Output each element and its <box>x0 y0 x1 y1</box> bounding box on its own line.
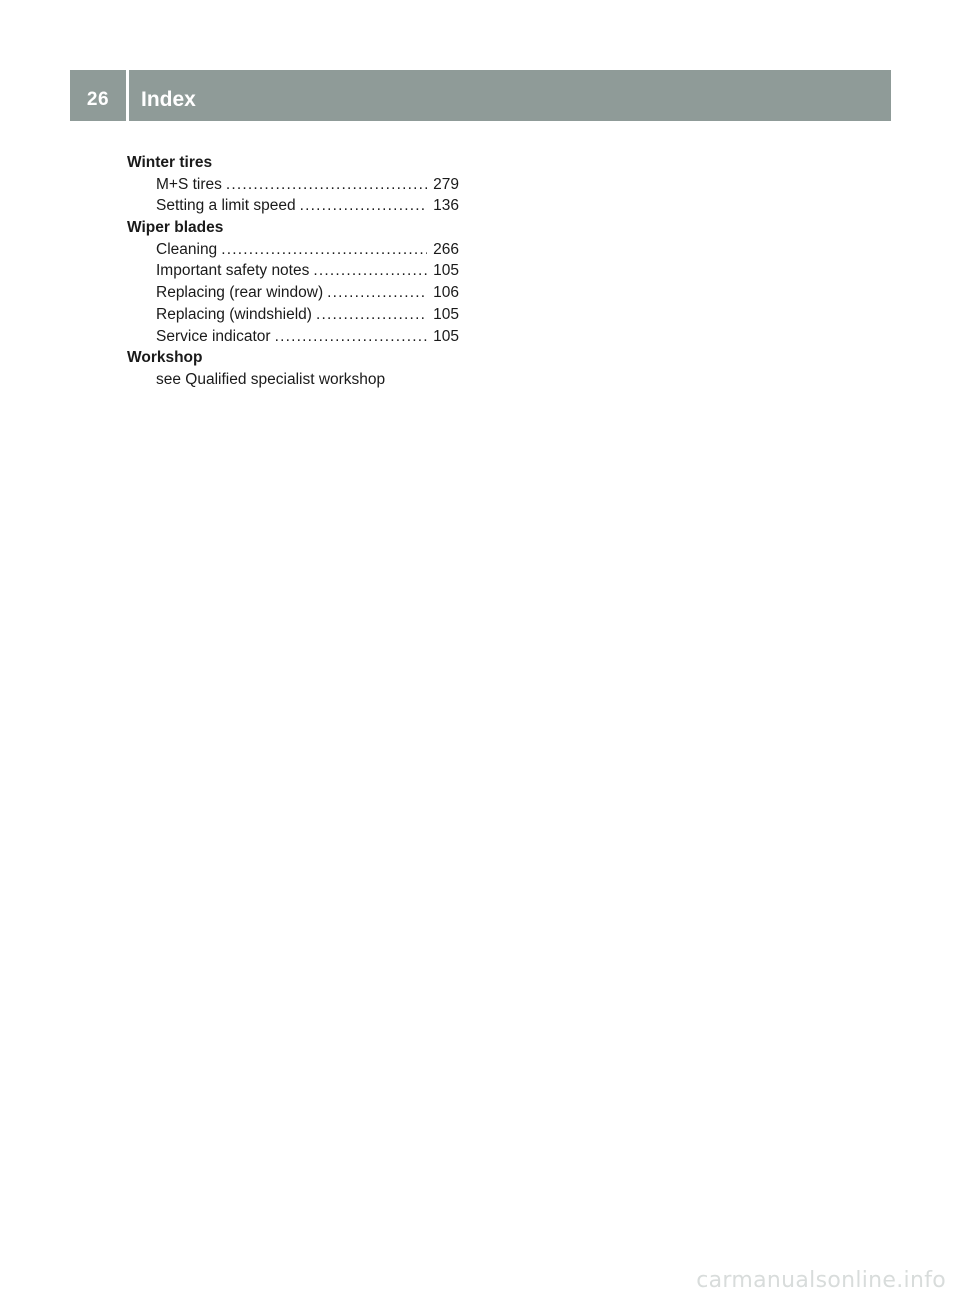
leader-dots <box>327 282 427 304</box>
subentry-page: 105 <box>433 327 459 345</box>
header-divider <box>126 70 129 121</box>
subentry-label: Replacing (rear window) <box>156 284 324 302</box>
subentry-label: Setting a limit speed <box>156 197 296 215</box>
index-subentry[interactable] <box>156 174 459 196</box>
subentry-page: 106 <box>433 284 459 302</box>
page-number: 26 <box>86 89 110 110</box>
section-title: Index <box>141 88 196 111</box>
leader-dots <box>221 239 427 261</box>
subentry-page: 105 <box>433 305 459 323</box>
subentry-label: Important safety notes <box>156 262 310 280</box>
subentry-page: 266 <box>433 240 459 258</box>
index-subentry[interactable] <box>156 260 459 282</box>
subentry-label: Replacing (windshield) <box>156 305 312 323</box>
index-entry-winter-tires: Winter tires <box>127 154 213 171</box>
subentry-label: Cleaning <box>156 240 218 258</box>
subentry-label: Service indicator <box>156 327 271 345</box>
index-entry-wiper-blades: Wiper blades <box>127 219 224 237</box>
index-subentry[interactable] <box>156 304 459 326</box>
subentry-page: 136 <box>433 197 459 215</box>
index-subentry[interactable] <box>156 326 459 348</box>
leader-dots <box>226 174 427 196</box>
index-subentry[interactable] <box>156 282 459 304</box>
subentry-label: M+S tires <box>156 175 222 193</box>
leader-dots <box>300 195 428 217</box>
see-also-reference[interactable]: see Qualified specialist workshop <box>156 370 386 388</box>
index-subentry[interactable] <box>156 239 459 261</box>
subentry-page: 279 <box>433 175 459 193</box>
index-subentry[interactable] <box>156 195 459 217</box>
index-list <box>127 152 459 391</box>
leader-dots <box>275 326 428 348</box>
index-entry-workshop: Workshop <box>127 349 203 367</box>
leader-dots <box>316 304 427 326</box>
subentry-page: 105 <box>433 262 459 280</box>
watermark-text: carmanualsonline.info <box>696 1268 946 1293</box>
leader-dots <box>313 260 427 282</box>
